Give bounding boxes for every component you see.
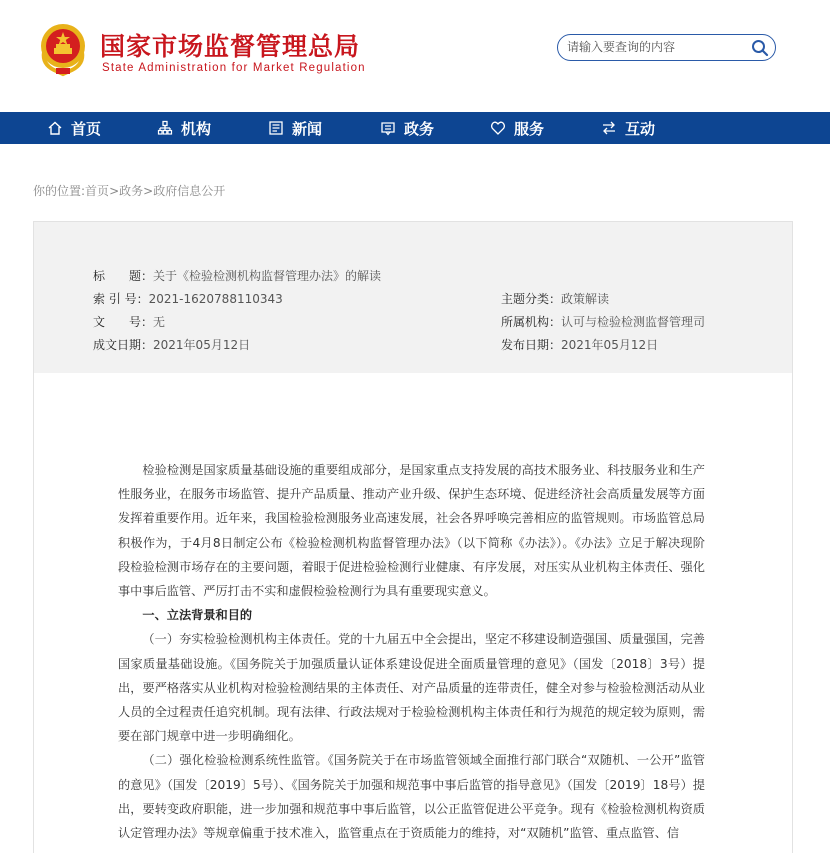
main-nav bbox=[0, 112, 830, 144]
meta-label: 文 号： bbox=[93, 315, 154, 329]
nav-label: 政务 bbox=[404, 119, 435, 138]
nav-label: 互动 bbox=[625, 119, 656, 138]
search-input[interactable] bbox=[567, 38, 747, 56]
nav-item-affairs[interactable] bbox=[380, 112, 434, 144]
org-icon bbox=[157, 120, 173, 136]
site-title[interactable]: 国家市场监督管理总局 bbox=[100, 32, 361, 61]
national-emblem-icon[interactable] bbox=[36, 22, 90, 78]
meta-index bbox=[93, 290, 283, 307]
home-icon bbox=[47, 120, 63, 136]
nav-label: 新闻 bbox=[292, 119, 323, 138]
nav-item-home[interactable] bbox=[47, 112, 101, 144]
meta-written-date bbox=[93, 336, 250, 353]
breadcrumb-sep: > bbox=[143, 184, 154, 198]
site-header bbox=[0, 0, 830, 112]
meta-value: 认可与检验检测监督管理司 bbox=[561, 315, 706, 329]
meta-value: 无 bbox=[153, 315, 166, 329]
meta-value: 2021-1620788110343 bbox=[148, 292, 283, 306]
meta-org bbox=[501, 313, 705, 330]
search-icon[interactable] bbox=[751, 39, 769, 57]
meta-label: 成文日期： bbox=[93, 338, 154, 352]
site-subtitle: State Administration for Market Regulation bbox=[102, 62, 366, 74]
gov-icon bbox=[380, 120, 396, 136]
meta-value: 关于《检验检测机构监督管理办法》的解读 bbox=[153, 269, 382, 283]
breadcrumb-current[interactable]: 政府信息公开 bbox=[153, 184, 226, 198]
nav-label: 机构 bbox=[181, 119, 212, 138]
nav-item-service[interactable] bbox=[490, 112, 544, 144]
meta-label: 发布日期： bbox=[501, 338, 562, 352]
article-paragraph: （一）夯实检验检测机构主体责任。党的十九届五中全会提出，坚定不移建设制造强国、质量强国，完善国家质量基础设施。《国务院关于加强质量认证体系建设促进全面质量管理的意见》（国发〔2018〕3号）提出，要严格落实从业机构对检验检测结果的主体责任、对产品质量的连带责任，健全对参与检验检测活动从业人员的全过程责任追究机制。现有法律、行政法规对于检验检测机构主体责任和行为规范的规定较为原则，需要在部门规章中进一步明确细化。 bbox=[118, 632, 705, 744]
breadcrumb-home[interactable]: 首页 bbox=[85, 184, 110, 198]
article-body bbox=[118, 458, 705, 845]
nav-label: 首页 bbox=[71, 119, 102, 138]
nav-item-news[interactable] bbox=[268, 112, 322, 144]
article-paragraph: 检验检测是国家质量基础设施的重要组成部分，是国家重点支持发展的高技术服务业、科技服务业和生产性服务业，在服务市场监管、提升产品质量、推动产业升级、保护生态环境、促进经济社会高质量发展等方面发挥着重要作用。近年来，我国检验检测服务业高速发展，社会各界呼唤完善相应的监管规则。市场监管总局积极作为，于4月8日制定公布《检验检测机构监督管理办法》（以下简称《办法》）。《办法》立足于解决现阶段检验检测市场存在的主要问题，着眼于促进检验检测行业健康、有序发展，对压实从业机构主体责任、强化事中事后监管、严厉打击不实和虚假检验检测行为具有重要现实意义。 bbox=[118, 463, 705, 599]
news-icon bbox=[268, 120, 284, 136]
breadcrumb-prefix: 你的位置: bbox=[33, 184, 86, 198]
meta-label: 索 引 号： bbox=[93, 292, 149, 306]
article-paragraph: （二）强化检验检测系统性监管。《国务院关于在市场监管领域全面推行部门联合“双随机、一公开”监管的意见》（国发〔2019〕5号）、《国务院关于加强和规范事中事后监管的指导意见》（国发〔2019〕18号）提出，要转变政府职能，进一步加强和规范事中事后监管，以公正监管促进公平竞争。现有《检验检测机构资质认定管理办法》等规章偏重于技术准入，监管重点在于资质能力的维持，对“双随机”监管、重点监管、信 bbox=[118, 753, 705, 841]
search-box bbox=[557, 34, 776, 61]
meta-label: 主题分类： bbox=[501, 292, 562, 306]
article-heading: 一、立法背景和目的 bbox=[142, 608, 253, 623]
interact-icon bbox=[601, 120, 617, 136]
meta-value: 2021年05月12日 bbox=[153, 338, 251, 352]
service-icon bbox=[490, 120, 506, 136]
meta-value: 2021年05月12日 bbox=[561, 338, 659, 352]
breadcrumb-sep: > bbox=[109, 184, 120, 198]
meta-publish-date bbox=[501, 336, 658, 353]
meta-topic bbox=[501, 290, 609, 307]
meta-value: 政策解读 bbox=[561, 292, 610, 306]
meta-label: 标 题： bbox=[93, 269, 154, 283]
document-meta bbox=[33, 221, 793, 375]
breadcrumb bbox=[33, 182, 225, 199]
nav-item-org[interactable] bbox=[157, 112, 211, 144]
meta-doc-number bbox=[93, 313, 165, 330]
nav-label: 服务 bbox=[514, 119, 545, 138]
breadcrumb-affairs[interactable]: 政务 bbox=[119, 184, 144, 198]
meta-title bbox=[93, 267, 381, 284]
nav-item-interact[interactable] bbox=[601, 112, 655, 144]
meta-label: 所属机构： bbox=[501, 315, 562, 329]
